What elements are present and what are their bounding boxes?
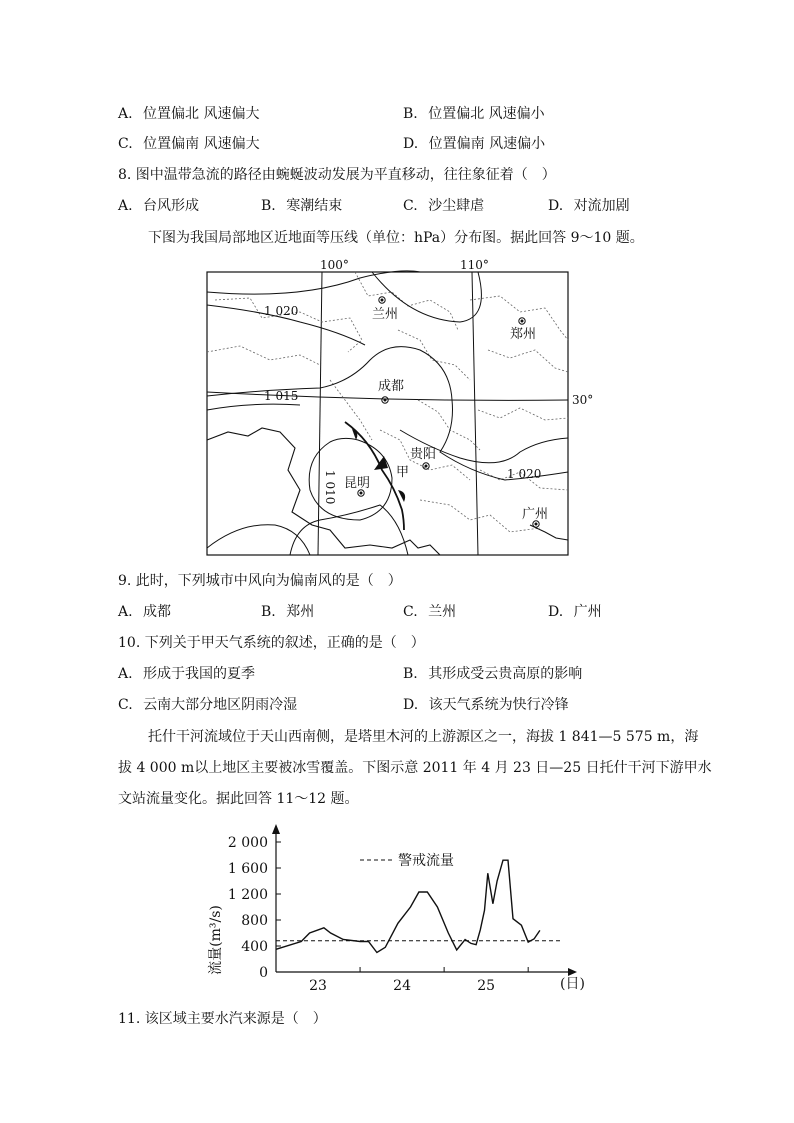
option-letter: C. <box>118 697 133 713</box>
flow-series-line <box>276 860 540 952</box>
y-tick-label: 1 200 <box>227 887 268 903</box>
option-text: 位置偏南 风速偏小 <box>428 136 546 152</box>
q10-option-b <box>403 664 582 684</box>
q9-option-c <box>403 602 456 622</box>
option-text: 对流加剧 <box>573 198 630 214</box>
isobar-1015-west <box>207 404 300 410</box>
option-letter: A. <box>118 106 133 122</box>
isobar-1020-north <box>207 271 420 294</box>
city-dot-kunming <box>358 490 364 496</box>
front-pip-1 <box>352 429 357 440</box>
option-letter: C. <box>403 604 418 620</box>
q9-option-a <box>118 602 171 622</box>
city-dot-chengdu <box>382 397 388 403</box>
q11-stem: 11. 该区域主要水汽来源是（ ） <box>118 1011 327 1027</box>
q7-option-d <box>403 134 545 154</box>
cold-front-line <box>345 422 404 530</box>
city-dot-lanzhou <box>379 297 385 303</box>
boundary-11 <box>420 500 540 532</box>
option-letter: A. <box>118 604 133 620</box>
city-label-chengdu: 成都 <box>378 379 405 394</box>
option-letter: C. <box>118 136 133 152</box>
option-text: 位置偏北 风速偏大 <box>143 106 260 122</box>
q7-option-b <box>403 104 545 124</box>
isobar-1020-mid <box>207 305 365 345</box>
option-text: 其形成受云贵高原的影响 <box>428 666 583 682</box>
option-text: 郑州 <box>286 604 315 620</box>
y-axis-label: 流量(m³/s) <box>208 905 224 975</box>
boundary-10 <box>480 470 568 490</box>
isobar-label-1020-south: 1 020 <box>507 467 542 481</box>
parallel-30 <box>207 392 568 400</box>
front-pip-2 <box>398 490 405 502</box>
q10-option-a <box>118 664 255 684</box>
boundary-5 <box>470 296 568 340</box>
lat-label-30: 30° <box>572 393 594 407</box>
front-arrowhead <box>374 456 388 470</box>
y-tick-label: 400 <box>241 939 268 955</box>
q8-option-c <box>403 196 484 216</box>
coast-line <box>530 525 568 540</box>
lon-label-100: 100° <box>320 258 349 272</box>
city-dot-zhengzhou <box>519 318 525 324</box>
option-letter: D. <box>403 136 419 152</box>
intro-11-12-line2: 拔 4 000 m以上地区主要被冰雪覆盖。下图示意 2011 年 4 月 23 日—25 日托什干河下游甲水 <box>118 760 712 776</box>
x-tick-label: 24 <box>393 978 412 994</box>
intro-11-12-line3: 文站流量变化。据此回答 11～12 题。 <box>118 791 359 807</box>
option-letter: B. <box>403 106 418 122</box>
city-label-guangzhou: 广州 <box>522 507 549 522</box>
q7-option-c <box>118 134 260 154</box>
lon-label-110: 110° <box>460 258 489 272</box>
isobar-high-loop <box>372 272 481 322</box>
legend-label: 警戒流量 <box>398 853 454 869</box>
isobar-1015 <box>207 347 568 480</box>
boundary-6 <box>488 350 568 372</box>
option-text: 沙尘肆虐 <box>428 198 485 214</box>
isobar-1010 <box>309 438 392 520</box>
isobar-outer-low <box>290 505 408 555</box>
boundary-9 <box>380 430 470 480</box>
q9-option-d <box>548 602 602 622</box>
intro-11-12-line1: 托什干河流域位于天山西南侧，是塔里木河的上游源区之一，海拔 1 841—5 575 m，海 <box>148 729 699 745</box>
city-label-lanzhou: 兰州 <box>372 307 399 322</box>
option-letter: D. <box>548 604 564 620</box>
isobar-label-1015: 1 015 <box>264 389 299 403</box>
x-tick-label: 23 <box>309 978 327 994</box>
q9-stem: 9. 此时，下列城市中风向为偏南风的是（ ） <box>118 573 402 589</box>
city-dot-guiyang <box>423 463 429 469</box>
y-tick-label: 2 000 <box>227 835 268 851</box>
national-border <box>207 428 440 555</box>
meridian-100 <box>318 272 322 555</box>
q8-option-a <box>118 196 199 216</box>
isobar-1020-south <box>400 430 568 463</box>
y-tick-label: 800 <box>241 913 268 929</box>
option-text: 广州 <box>573 604 602 620</box>
q8-option-b <box>261 196 342 216</box>
boundary-12 <box>330 380 372 440</box>
option-letter: D. <box>403 697 419 713</box>
option-letter: B. <box>261 604 276 620</box>
q10-stem: 10. 下列关于甲天气系统的叙述，正确的是（ ） <box>118 635 425 651</box>
boundary-8 <box>418 400 480 450</box>
option-text: 台风形成 <box>143 198 200 214</box>
option-text: 兰州 <box>428 604 457 620</box>
system-label-jia: 甲 <box>396 465 410 480</box>
option-text: 寒潮结束 <box>286 198 343 214</box>
option-letter: A. <box>118 198 133 214</box>
q9-option-b <box>261 602 314 622</box>
x-axis-unit: (日) <box>560 976 585 992</box>
option-text: 位置偏北 风速偏小 <box>428 106 545 122</box>
x-tick-label: 25 <box>477 978 496 994</box>
x-axis-arrow <box>568 968 577 976</box>
city-label-kunming: 昆明 <box>344 476 371 491</box>
q8-stem: 8. 图中温带急流的路径由蜿蜒波动发展为平直移动，往往象征着（ ） <box>118 167 556 183</box>
boundary-2 <box>207 346 320 365</box>
boundary-4 <box>398 330 470 380</box>
option-letter: D. <box>548 198 564 214</box>
city-label-guiyang: 贵阳 <box>410 447 437 462</box>
city-dot-guangzhou <box>533 521 539 527</box>
y-tick-label: 0 <box>259 965 268 981</box>
boundary-3 <box>355 272 458 330</box>
isobar-label-1020-north: 1 020 <box>264 304 299 318</box>
option-text: 该天气系统为快行冷锋 <box>428 697 569 713</box>
option-text: 云南大部分地区阴雨冷湿 <box>143 697 298 713</box>
option-letter: A. <box>118 666 133 682</box>
option-text: 位置偏南 风速偏大 <box>143 136 260 152</box>
option-letter: B. <box>261 198 276 214</box>
q10-option-d <box>403 695 569 715</box>
isobar-label-1010: 1 010 <box>323 470 337 505</box>
chart-axes <box>272 824 577 976</box>
boundary-1 <box>215 298 362 352</box>
city-label-zhengzhou: 郑州 <box>510 327 537 342</box>
q10-option-c <box>118 695 297 715</box>
option-letter: B. <box>403 666 418 682</box>
q7-option-a <box>118 104 259 124</box>
option-text: 形成于我国的夏季 <box>143 666 256 682</box>
intro-9-10: 下图为我国局部地区近地面等压线（单位：hPa）分布图。据此回答 9～10 题。 <box>148 230 644 246</box>
q8-option-d <box>548 196 630 216</box>
boundary-7 <box>478 408 568 420</box>
meridian-110 <box>472 272 478 555</box>
y-tick-label: 1 600 <box>227 861 268 877</box>
option-letter: C. <box>403 198 418 214</box>
y-axis-arrow <box>272 824 280 834</box>
chart-ticks <box>228 835 528 994</box>
isobar-south-left <box>207 525 310 555</box>
option-text: 成都 <box>143 604 172 620</box>
map-frame <box>207 272 568 555</box>
